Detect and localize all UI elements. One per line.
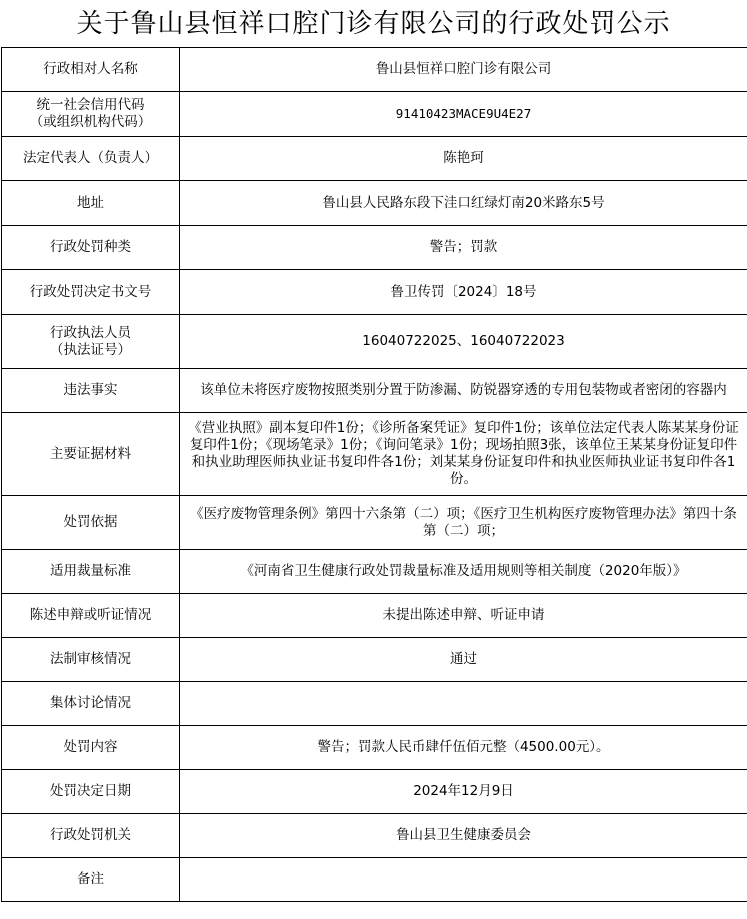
row-value-authority: 鲁山县卫生健康委员会 <box>180 814 747 858</box>
row-label-address: 地址 <box>2 181 180 226</box>
row-value-credit-code <box>180 92 747 137</box>
row-label-credit-code <box>2 92 180 137</box>
table-row <box>2 858 747 902</box>
table-row <box>2 315 747 369</box>
table-row <box>2 550 747 594</box>
row-value-group-discussion <box>180 682 747 726</box>
officers-label: 行政执法人员 （执法证号） <box>50 324 131 358</box>
row-label-penalty-type: 行政处罚种类 <box>2 226 180 270</box>
row-value-counterparty: 鲁山县恒祥口腔门诊有限公司 <box>180 48 747 92</box>
row-label-evidence: 主要证据材料 <box>2 413 180 496</box>
row-value-penalty-content: 警告；罚款人民币肆仟伍佰元整（4500.00元）。 <box>180 726 747 770</box>
row-value-penalty-type: 警告；罚款 <box>180 226 747 270</box>
row-label-violation-facts: 违法事实 <box>2 369 180 413</box>
table-row <box>2 496 747 550</box>
table-row <box>2 181 747 226</box>
row-value-address: 鲁山县人民路东段下洼口红绿灯南20米路东5号 <box>180 181 747 226</box>
row-value-legal-basis: 《医疗废物管理条例》第四十六条第（二）项；《医疗卫生机构医疗废物管理办法》第四十条第（二）项； <box>180 496 747 550</box>
row-label-counterparty: 行政相对人名称 <box>2 48 180 92</box>
penalty-info-table <box>1 47 747 902</box>
table-row <box>2 92 747 137</box>
row-value-evidence: 《营业执照》副本复印件1份；《诊所备案凭证》复印件1份；该单位法定代表人陈某某身份证复印件1份；《现场笔录》1份；《询问笔录》1份；现场拍照3张，该单位王某某身份证复印件和执业助理医师执业证书复印件各1份；刘某某身份证复印件和执业医师执业证书复印件各1份。 <box>180 413 747 496</box>
row-value-hearing: 未提出陈述申辩、听证申请 <box>180 594 747 638</box>
row-label-authority: 行政处罚机关 <box>2 814 180 858</box>
row-label-penalty-content: 处罚内容 <box>2 726 180 770</box>
table-row <box>2 814 747 858</box>
row-value-remarks <box>180 858 747 902</box>
credit-code-label: 统一社会信用代码 （或组织机构代码） <box>29 97 152 130</box>
row-value-decision-number: 鲁卫传罚〔2024〕18号 <box>180 270 747 315</box>
row-value-violation-facts: 该单位未将医疗废物按照类别分置于防渗漏、防锐器穿透的专用包装物或者密闭的容器内 <box>180 369 747 413</box>
row-value-decision-date: 2024年12月9日 <box>180 770 747 814</box>
table-row <box>2 594 747 638</box>
row-label-decision-number: 行政处罚决定书文号 <box>2 270 180 315</box>
table-row <box>2 137 747 181</box>
table-row <box>2 770 747 814</box>
table-row <box>2 413 747 496</box>
row-value-officers: 16040722025、16040722023 <box>180 315 747 369</box>
table-row <box>2 726 747 770</box>
row-label-legal-basis: 处罚依据 <box>2 496 180 550</box>
table-row <box>2 369 747 413</box>
row-value-legal-review: 通过 <box>180 638 747 682</box>
page-title: 关于鲁山县恒祥口腔门诊有限公司的行政处罚公示 <box>76 9 671 39</box>
row-label-legal-review: 法制审核情况 <box>2 638 180 682</box>
table-row <box>2 226 747 270</box>
table-row <box>2 270 747 315</box>
row-label-group-discussion: 集体讨论情况 <box>2 682 180 726</box>
row-label-officers <box>2 315 180 369</box>
table-row <box>2 48 747 92</box>
credit-code-value: 91410423MACE9U4E27 <box>395 106 532 121</box>
row-label-discretion-standard: 适用裁量标准 <box>2 550 180 594</box>
row-label-remarks: 备注 <box>2 858 180 902</box>
row-value-legal-rep: 陈艳珂 <box>180 137 747 181</box>
table-row <box>2 682 747 726</box>
row-label-decision-date: 处罚决定日期 <box>2 770 180 814</box>
row-label-hearing: 陈述申辩或听证情况 <box>2 594 180 638</box>
row-value-discretion-standard: 《河南省卫生健康行政处罚裁量标准及适用规则等相关制度（2020年版）》 <box>180 550 747 594</box>
table-row <box>2 638 747 682</box>
row-label-legal-rep: 法定代表人（负责人） <box>2 137 180 181</box>
